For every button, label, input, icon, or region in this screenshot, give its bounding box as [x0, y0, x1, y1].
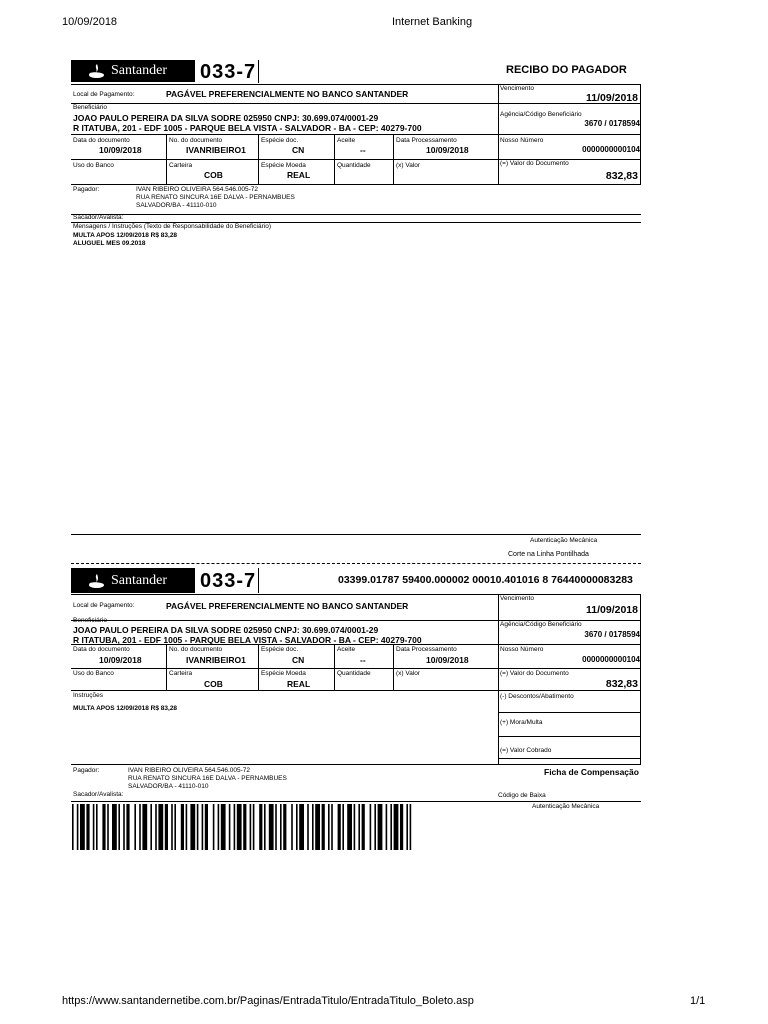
label-instrucoes: Instruções: [73, 692, 103, 699]
pagador-city: SALVADOR/BA - 41110-010: [136, 202, 217, 209]
aceite: --: [360, 145, 366, 155]
local-pagamento: PAGÁVEL PREFERENCIALMENTE NO BANCO SANTANDER: [166, 89, 409, 99]
label-data-processamento: Data Processamento: [396, 646, 457, 653]
label-valor-documento: (=) Valor do Documento: [500, 670, 569, 677]
print-title: Internet Banking: [392, 16, 473, 28]
data-processamento: 10/09/2018: [426, 145, 469, 155]
label-data-documento: Data do documento: [73, 646, 130, 653]
message-line: ALUGUEL MES 09.2018: [73, 240, 146, 247]
label-valor-x: (x) Valor: [396, 670, 421, 677]
message-line: MULTA APOS 12/09/2018 R$ 83,28: [73, 232, 178, 239]
label-carteira: Carteira: [169, 670, 193, 677]
label-especie-doc: Espécie doc.: [261, 137, 299, 144]
label-numero-documento: No. do documento: [169, 646, 223, 653]
label-local-pagamento: Local de Pagamento:: [73, 91, 135, 98]
flame-icon: [89, 574, 105, 588]
pagador-city: SALVADOR/BA - 41110-010: [128, 783, 209, 790]
aceite: --: [360, 655, 366, 665]
print-page-number: 1/1: [690, 995, 706, 1007]
label-aceite: Aceite: [337, 646, 356, 653]
label-codigo-baixa: Código de Baixa: [498, 792, 546, 799]
carteira: COB: [204, 679, 223, 689]
instrucao-line: MULTA APOS 12/09/2018 R$ 83,28: [73, 705, 178, 712]
receipt-title: RECIBO DO PAGADOR: [506, 64, 627, 76]
brand-name: Santander: [111, 63, 167, 78]
label-sacador: Sacador/Avalista:: [73, 214, 124, 221]
label-carteira: Carteira: [169, 162, 193, 169]
label-mensagens: Mensagens / Instruções (Texto de Responsabilidade do Beneficiário): [73, 223, 272, 230]
especie-moeda: REAL: [287, 679, 311, 689]
label-uso-banco: Uso do Banco: [73, 670, 114, 677]
label-beneficiario: Beneficiário: [73, 617, 107, 624]
label-nosso-numero: Nosso Número: [500, 137, 544, 144]
agencia-codigo: 3670 / 0178594: [584, 119, 640, 128]
autenticacao-top: Autenticação Mecânica: [530, 537, 598, 544]
barcode-icon: [72, 804, 412, 850]
label-uso-banco: Uso do Banco: [73, 162, 114, 169]
beneficiario-address: R ITATUBA, 201 - EDF 1005 - PARQUE BELA VISTA - SALVADOR - BA - CEP: 40279-700: [73, 123, 422, 133]
numero-documento: IVANRIBEIRO1: [186, 655, 246, 665]
label-data-documento: Data do documento: [73, 137, 130, 144]
beneficiario-name: JOAO PAULO PEREIRA DA SILVA SODRE 025950 CNPJ: 30.699.074/0001-29: [73, 625, 379, 635]
especie-doc: CN: [292, 655, 305, 665]
santander-logo: [71, 60, 195, 82]
valor-documento: 832,83: [605, 170, 638, 182]
label-agencia: Agência/Código Beneficiário: [500, 111, 582, 118]
data-documento: 10/09/2018: [99, 145, 142, 155]
pagador-name: IVAN RIBEIRO OLIVEIRA 564.546.005-72: [128, 767, 250, 774]
label-valor-cobrado: (=) Valor Cobrado: [500, 747, 552, 754]
label-data-processamento: Data Processamento: [396, 137, 457, 144]
vencimento: 11/09/2018: [586, 604, 638, 616]
bank-code: 033-7: [200, 61, 257, 83]
ficha-compensacao: Ficha de Compensação: [544, 767, 639, 777]
label-nosso-numero: Nosso Número: [500, 646, 544, 653]
pagador-name: IVAN RIBEIRO OLIVEIRA 564.546.005-72: [136, 186, 258, 193]
label-valor-documento: (=) Valor do Documento: [500, 160, 569, 167]
local-pagamento: PAGÁVEL PREFERENCIALMENTE NO BANCO SANTANDER: [166, 601, 409, 611]
pagador-address: RUA RENATO SINCURA 16E DALVA - PERNAMBUES: [136, 194, 295, 201]
data-processamento: 10/09/2018: [426, 655, 469, 665]
nosso-numero: 0000000000104: [582, 655, 640, 664]
label-pagador: Pagador:: [73, 186, 100, 193]
label-local-pagamento: Local de Pagamento:: [73, 602, 135, 609]
beneficiario-name: JOAO PAULO PEREIRA DA SILVA SODRE 025950 CNPJ: 30.699.074/0001-29: [73, 113, 379, 123]
label-especie-moeda: Espécie Moeda: [261, 162, 306, 169]
label-especie-moeda: Espécie Moeda: [261, 670, 306, 677]
label-aceite: Aceite: [337, 137, 356, 144]
print-date: 10/09/2018: [62, 16, 118, 28]
agencia-codigo: 3670 / 0178594: [584, 630, 640, 639]
bank-code: 033-7: [200, 570, 257, 592]
vencimento: 11/09/2018: [586, 92, 638, 104]
pagador-address: RUA RENATO SINCURA 16E DALVA - PERNAMBUES: [128, 775, 287, 782]
corte-label: Corte na Linha Pontilhada: [508, 551, 589, 558]
beneficiario-address: R ITATUBA, 201 - EDF 1005 - PARQUE BELA VISTA - SALVADOR - BA - CEP: 40279-700: [73, 635, 422, 645]
label-vencimento: Vencimento: [500, 85, 534, 92]
label-valor-x: (x) Valor: [396, 162, 421, 169]
especie-moeda: REAL: [287, 170, 311, 180]
label-descontos: (-) Descontos/Abatimento: [500, 693, 574, 700]
print-url[interactable]: https://www.santandernetibe.com.br/Paginas/EntradaTitulo/EntradaTitulo_Boleto.asp: [62, 995, 474, 1007]
label-agencia: Agência/Código Beneficiário: [500, 621, 582, 628]
label-especie-doc: Espécie doc.: [261, 646, 299, 653]
valor-documento: 832,83: [605, 678, 638, 690]
label-pagador: Pagador:: [73, 767, 100, 774]
brand-name: Santander: [111, 572, 167, 588]
label-mora: (+) Mora/Multa: [500, 719, 543, 726]
label-quantidade: Quantidade: [337, 162, 371, 169]
linha-digitavel: 03399.01787 59400.000002 00010.401016 8 76440000083283: [338, 574, 633, 586]
carteira: COB: [204, 170, 223, 180]
santander-logo: [71, 568, 195, 593]
nosso-numero: 0000000000104: [582, 145, 640, 154]
label-numero-documento: No. do documento: [169, 137, 223, 144]
especie-doc: CN: [292, 145, 305, 155]
label-quantidade: Quantidade: [337, 670, 371, 677]
data-documento: 10/09/2018: [99, 655, 142, 665]
numero-documento: IVANRIBEIRO1: [186, 145, 246, 155]
label-sacador: Sacador/Avalista:: [73, 791, 124, 798]
label-beneficiario: Beneficiário: [73, 104, 107, 111]
autenticacao-bottom: Autenticação Mecânica: [532, 803, 600, 810]
label-vencimento: Vencimento: [500, 595, 534, 602]
flame-icon: [89, 64, 105, 78]
